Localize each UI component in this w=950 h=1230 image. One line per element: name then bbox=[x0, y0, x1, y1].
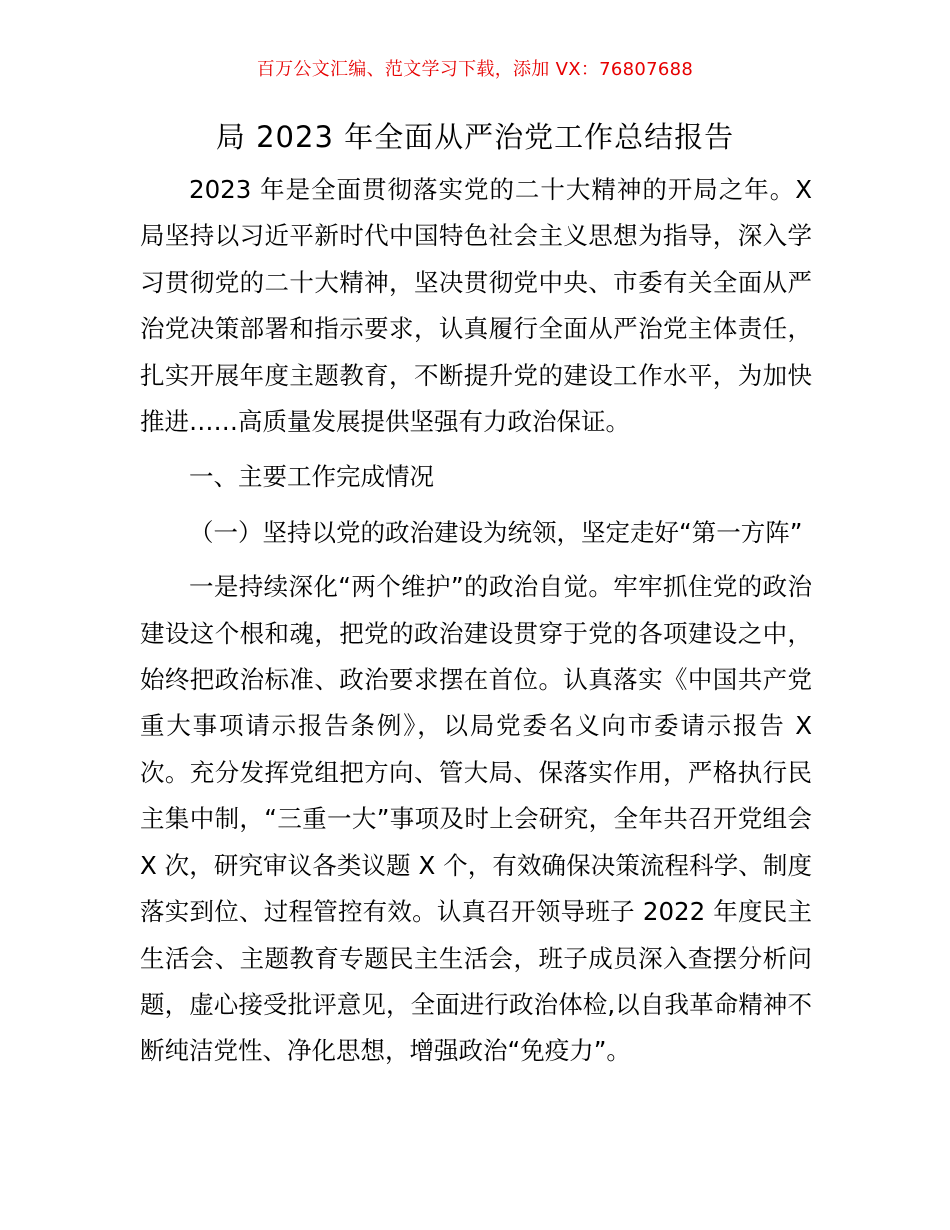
document-body bbox=[140, 167, 812, 1075]
document-title: 局 2023 年全面从严治党工作总结报告 bbox=[215, 120, 735, 154]
section-heading: 一、主要工作完成情况 bbox=[189, 462, 434, 492]
header-banner: 百万公文汇编、范文学习下载，添加 VX：76807688 bbox=[256, 59, 694, 80]
subsection-heading: （一）坚持以党的政治建设为统领，坚定走好“第一方阵” bbox=[189, 517, 803, 547]
intro-paragraph: 2023 年是全面贯彻落实党的二十大精神的开局之年。X 局坚持以习近平新时代中国特色社会主义思想为指导，深入学习贯彻党的二十大精神，坚决贯彻党中央、市委有关全面从严治党决策部署和指示要求，认真履行全面从严治党主体责任，扎实开展年度主题教育，不断提升党的建设工作水平，为加快推进……高质量发展提供坚强有力政治保证。 bbox=[140, 175, 812, 437]
body-paragraph: 一是持续深化“两个维护”的政治自觉。牢牢抓住党的政治建设这个根和魂，把党的政治建设贯穿于党的各项建设之中，始终把政治标准、政治要求摆在首位。认真落实《中国共产党重大事项请示报告条例》，以局党委名义向市委请示报告 X 次。充分发挥党组把方向、管大局、保落实作用，严格执行民主集中制，“三重一大”事项及时上会研究，全年共召开党组会 X 次，研究审议各类议题 X 个，有效确保决策流程科学、制度落实到位、过程管控有效。认真召开领导班子 2022 年度民主生活会、主题教育专题民主生活会，班子成员深入查摆分析问题，虚心接受批评意见，全面进行政治体检,以自我革命精神不断纯洁党性、净化思想，增强政治“免疫力”。 bbox=[140, 572, 812, 1066]
